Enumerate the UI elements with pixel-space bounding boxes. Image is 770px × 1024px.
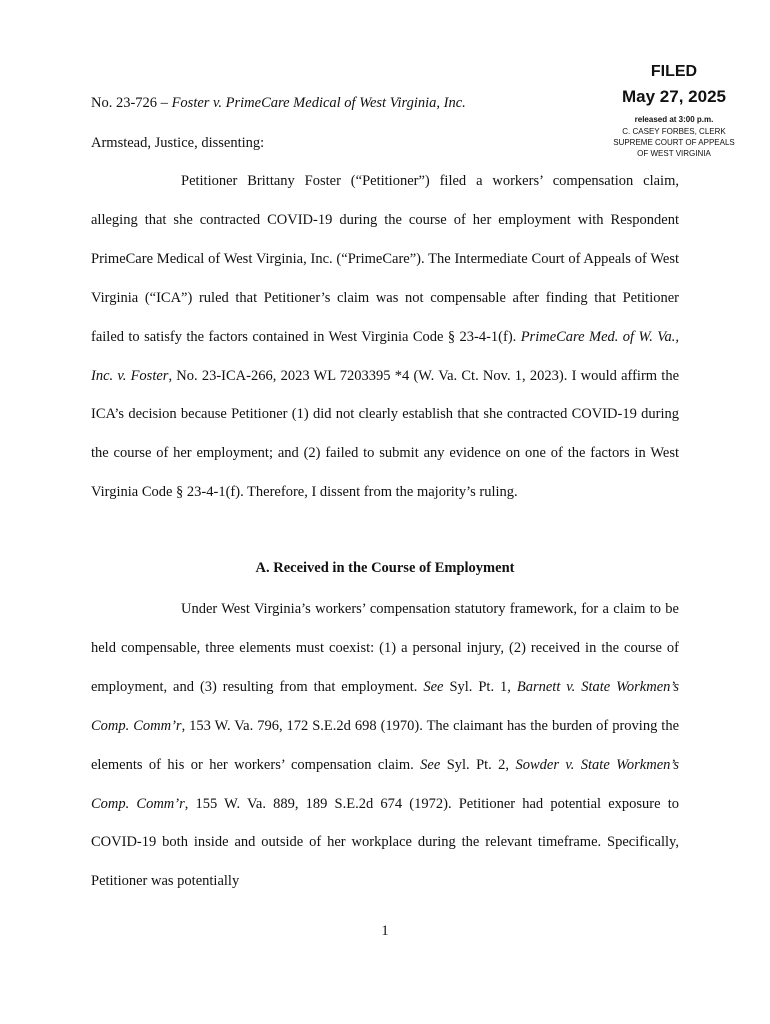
case-caption xyxy=(91,93,466,113)
para2-text-3: , 153 W. Va. 796, 172 S.E.2d 698 (1970). The claimant has the burden of proving the elements of his or her workers’ compensation claim. xyxy=(91,717,679,773)
para2-text-5: , 155 W. Va. 889, 189 S.E.2d 674 (1972). Petitioner had potential exposure to COVID-19 both inside and outside of her workplace during the relevant timeframe. Specifically, Petitioner was potentially xyxy=(91,795,679,890)
case-number: No. 23-726 – xyxy=(91,95,172,111)
para2-see-1: See xyxy=(423,678,444,695)
para2-text-1: Under West Virginia’s workers’ compensation statutory framework, for a claim to be held compensable, three elements must coexist: (1) a personal injury, (2) received in the course of employment, and (3) resulting from that employment. xyxy=(91,601,679,695)
page-number: 1 xyxy=(381,923,389,939)
para2-citation-1: Barnett v. State Workmen’s Comp. Comm’r xyxy=(91,678,680,734)
case-name: Foster v. PrimeCare Medical of West Virginia, Inc. xyxy=(171,95,466,111)
paragraph-intro xyxy=(91,162,679,512)
para1-text-2: , No. 23-ICA-266, 2023 WL 7203395 *4 (W. Va. Ct. Nov. 1, 2023). I would affirm the ICA’s decision because Petitioner (1) did not clearly establish that she contracted COVID-19 during the course of her employment; and (2) failed to submit any evidence on one of the factors in West Virginia Code § 23-4-1(f). Therefore, I dissent from the majority’s ruling. xyxy=(91,367,680,501)
filing-stamp xyxy=(596,60,752,159)
paragraph-course-of-employment xyxy=(91,590,679,901)
court-name-line2: OF WEST VIRGINIA xyxy=(637,149,711,158)
clerk-name: C. CASEY FORBES, CLERK xyxy=(622,127,726,136)
release-time: released at 3:00 p.m. xyxy=(634,115,714,124)
section-heading: A. Received in the Course of Employment xyxy=(255,560,515,576)
para2-see-2: See xyxy=(420,756,441,773)
filed-date: May 27, 2025 xyxy=(622,87,726,106)
filed-label: FILED xyxy=(650,63,698,80)
para1-text-1: Petitioner Brittany Foster (“Petitioner”) filed a workers’ compensation claim, alleging that she contracted COVID-19 during the course of her employment with Respondent PrimeCare Medical of West Virginia, Inc. (“PrimeCare”). The Intermediate Court of Appeals of West Virginia (“ICA”) ruled that Petitioner’s claim was not compensable after finding that Petitioner failed to satisfy the factors contained in West Virginia Code § 23-4-1(f). xyxy=(91,173,679,345)
court-name-line1: SUPREME COURT OF APPEALS xyxy=(613,138,735,147)
para2-citation-2: Sowder v. State Workmen’s Comp. Comm’r xyxy=(91,756,679,812)
para2-text-4: Syl. Pt. 2, xyxy=(440,756,516,773)
para1-citation: PrimeCare Med. of W. Va., Inc. v. Foster xyxy=(91,328,679,384)
para2-text-2: Syl. Pt. 1, xyxy=(443,678,517,695)
dissent-line: Armstead, Justice, dissenting: xyxy=(91,135,265,151)
